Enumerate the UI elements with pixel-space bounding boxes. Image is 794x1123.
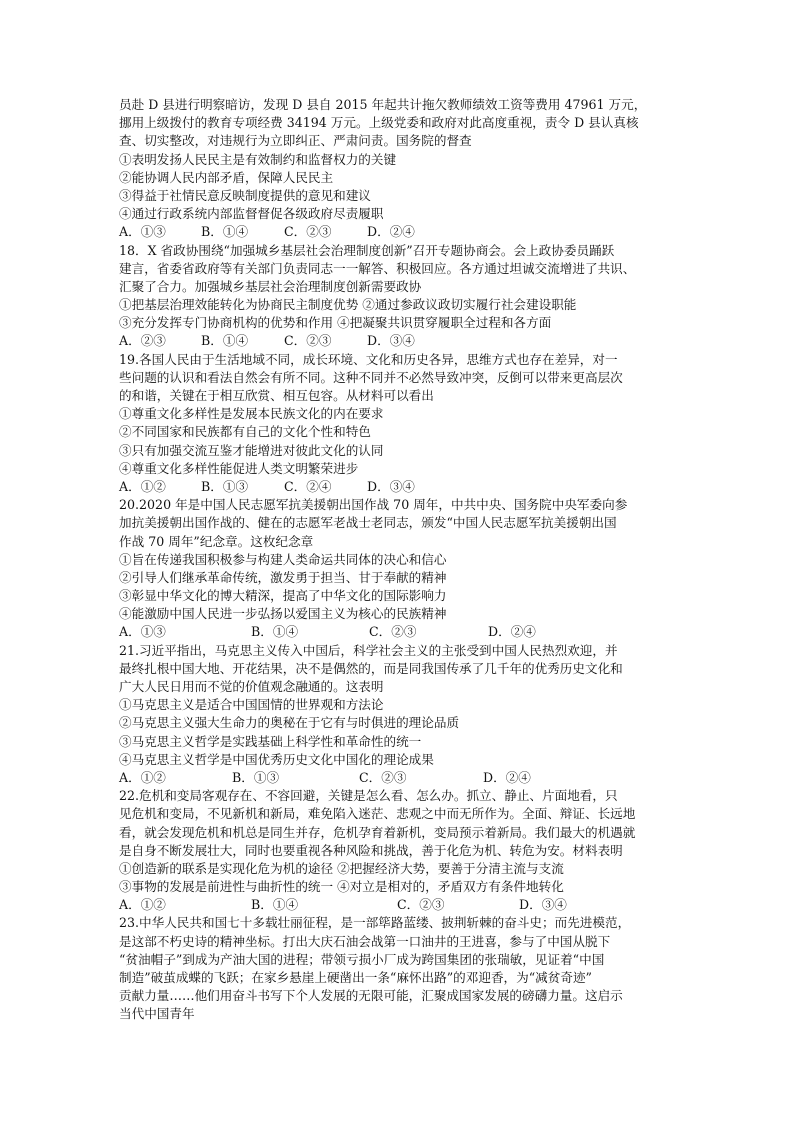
q23-stem-line: 23.中华人民共和国七十多载壮丽征程，是一部筚路蓝缕、披荆斩棘的奋斗史；而先进模范， (119, 915, 631, 931)
q22-stem-line: 看，就会发现危机和机总是同生并存，危机孕育着新机，变局预示着新局。我们最大的机遇就 (119, 824, 636, 840)
q17-option-b: B．①④ (201, 224, 249, 240)
q17-stem-line: 员赴 D 县进行明察暗访，发现 D 县自 2015 年起共计拖欠教师绩效工资等费用 47961 万元， (119, 97, 647, 112)
q19-item: ④尊重文化多样性能促进人类文明繁荣进步 (119, 460, 359, 476)
q22-option-c: C．②③ (397, 897, 445, 913)
q19-option-a: A．①② (119, 478, 166, 494)
q20-stem-line: 20.2020 年是中国人民志愿军抗美援朝出国作战 70 周年，中共中央、国务院中央军委向参 (119, 497, 628, 513)
q22-option-d: D．③④ (519, 897, 567, 913)
question-20 (119, 496, 679, 642)
q18-stem-line: 汇聚了合力。加强城乡基层社会治理制度创新需要政协 (119, 278, 422, 294)
q18-item: ①把基层治理效能转化为协商民主制度优势 ②通过参政议政切实履行社会建设职能 (119, 297, 577, 313)
q20-stem-line: 加抗美援朝出国作战的、健在的志愿军老战士老同志，颁发“中国人民志愿军抗美援朝出国 (119, 515, 617, 531)
question-18 (119, 242, 679, 351)
q21-stem-line: 21.习近平指出，马克思主义传入中国后，科学社会主义的主张受到中国人民热烈欢迎，并 (119, 642, 618, 658)
q17-item: ④通过行政系统内部监督督促各级政府尽责履职 (119, 206, 384, 222)
q20-stem-line: 作战 70 周年”纪念章。这枚纪念章 (119, 533, 314, 549)
q19-stem-line: 些问题的认识和看法自然会有所不同。这种不同并不必然导致冲突，反倒可以带来更高层次 (119, 369, 623, 385)
q21-option-d: D．②④ (483, 769, 531, 785)
q18-option-a: A．②③ (119, 333, 166, 349)
q17-option-a: A．①③ (119, 224, 166, 240)
q19-option-c: C．②④ (284, 478, 332, 494)
q22-option-a: A．①② (119, 897, 166, 913)
q19-option-b: B．①③ (201, 478, 249, 494)
question-21 (119, 642, 679, 788)
q21-item: ①马克思主义是适合中国国情的世界观和方法论 (119, 697, 384, 713)
q22-stem-line: 见危机和变局，不见新机和新局，难免陷入迷茫、悲观之中而无所作为。全面、辩证、长远地 (119, 806, 636, 822)
q22-stem-line: 22.危机和变局客观存在、不容回避，关键是怎么看、怎么办。抓立、静止、片面地看，只 (119, 788, 618, 804)
q21-stem-line: 广大人民日用而不觉的价值观念融通的。这表明 (119, 679, 384, 694)
q21-options (119, 769, 679, 787)
q19-stem-line: 的和谐，关键在于相互欣赏、相互包容。从材料可以看出 (119, 388, 434, 403)
q18-option-d: D．③④ (367, 333, 415, 349)
q21-option-a: A．①② (119, 769, 166, 785)
q20-item: ④能激励中国人民进一步弘扬以爱国主义为核心的民族精神 (119, 606, 447, 622)
q18-options (119, 332, 679, 350)
q19-item: ③只有加强交流互鉴才能增进对彼此文化的认同 (119, 442, 384, 458)
q21-option-c: C．②③ (359, 769, 407, 785)
q21-item: ②马克思主义强大生命力的奥秘在于它有与时俱进的理论品质 (119, 715, 460, 731)
q19-option-d: D．③④ (367, 478, 415, 494)
q19-item: ②不同国家和民族都有自己的文化个性和特色 (119, 424, 371, 440)
q17-item: ②能协调人民内部矛盾，保障人民民主 (119, 169, 334, 185)
q20-option-a: A．①③ (119, 624, 166, 640)
exam-page (119, 96, 679, 1024)
q23-stem-line: 贡献力量……他们用奋斗书写下个人发展的无限可能，汇聚成国家发展的磅礴力量。这启示 (119, 988, 623, 1004)
q18-stem-line: 建言，省委省政府等有关部门负责同志一一解答、积极回应。各方通过坦诚交流增进了共识、 (119, 260, 636, 276)
q20-options (119, 623, 679, 641)
q18-option-c: C．②③ (284, 333, 332, 349)
q17-stem-line: 挪用上级拨付的教育专项经费 34194 万元。上级党委和政府对此高度重视，责令 D 县认真核 (119, 115, 639, 131)
q21-stem-line: 最终扎根中国大地、开花结果，决不是偶然的，而是同我国传承了几千年的优秀历史文化和 (119, 660, 623, 676)
q21-item: ④马克思主义哲学是中国优秀历史文化中国化的理论成果 (119, 751, 434, 767)
q18-option-b: B．①④ (201, 333, 249, 349)
q22-item: ③事物的发展是前进性与曲折性的统一 ④对立是相对的，矛盾双方有条件地转化 (119, 879, 564, 895)
q22-option-b: B．①④ (251, 897, 299, 913)
q22-stem-line: 是自身不断发展壮大，同时也要重视各种风险和挑战，善于化危为机、转危为安。材料表明 (119, 842, 623, 858)
q21-item: ③马克思主义哲学是实践基础上科学性和革命性的统一 (119, 733, 422, 749)
q17-stem-line: 查、切实整改，对违规行为立即纠正、严肃问责。国务院的督查 (119, 133, 472, 149)
q19-item: ①尊重文化多样性是发展本民族文化的内在要求 (119, 406, 384, 422)
q19-options (119, 478, 679, 496)
q17-option-c: C．②③ (284, 224, 332, 240)
q22-options (119, 896, 679, 914)
question-17 (119, 96, 679, 242)
q23-stem-line: 制造”破茧成蝶的飞跃；在家乡悬崖上硬凿出一条“麻怀出路”的邓迎香，为“减贫奇迹” (119, 970, 592, 985)
question-19 (119, 351, 679, 497)
q20-option-b: B．①④ (251, 624, 299, 640)
q20-option-d: D．②④ (488, 624, 536, 640)
question-22 (119, 787, 679, 914)
q18-stem-line: 18．X 省政协围绕“加强城乡基层社会治理制度创新”召开专题协商会。会上政协委员踊跃 (119, 242, 615, 258)
q23-stem-line: “贫油帽子”到成为产油大国的进程；带领亏损小厂成为跨国集团的张瑞敏，见证着“中国 (119, 951, 605, 967)
question-23 (119, 914, 679, 1023)
q23-stem-line: 是这部不朽史诗的精神坐标。打出大庆石油会战第一口油井的王进喜，参与了中国从脱下 (119, 933, 611, 949)
q17-option-d: D．②④ (367, 224, 415, 240)
q19-stem-line: 19.各国人民由于生活地域不同，成长环境、文化和历史各异，思维方式也存在差异，对一 (119, 351, 618, 367)
q20-item: ①旨在传递我国积极参与构建人类命运共同体的决心和信心 (119, 551, 447, 567)
q21-option-b: B．①③ (232, 769, 280, 785)
q18-item: ③充分发挥专门协商机构的优势和作用 ④把凝聚共识贯穿履职全过程和各方面 (119, 315, 552, 331)
q22-item: ①创造新的联系是实现化危为机的途径 ②把握经济大势，要善于分清主流与支流 (119, 860, 564, 876)
q20-item: ②引导人们继承革命传统，激发勇于担当、甘于奉献的精神 (119, 569, 447, 585)
q23-stem-line: 当代中国青年 (119, 1006, 195, 1022)
q17-item: ①表明发扬人民民主是有效制约和监督权力的关键 (119, 151, 397, 167)
q20-option-c: C．②③ (369, 624, 417, 640)
q17-options (119, 223, 679, 241)
q17-item: ③得益于社情民意反映制度提供的意见和建议 (119, 187, 371, 203)
q20-item: ③彰显中华文化的博大精深，提高了中华文化的国际影响力 (119, 588, 447, 604)
